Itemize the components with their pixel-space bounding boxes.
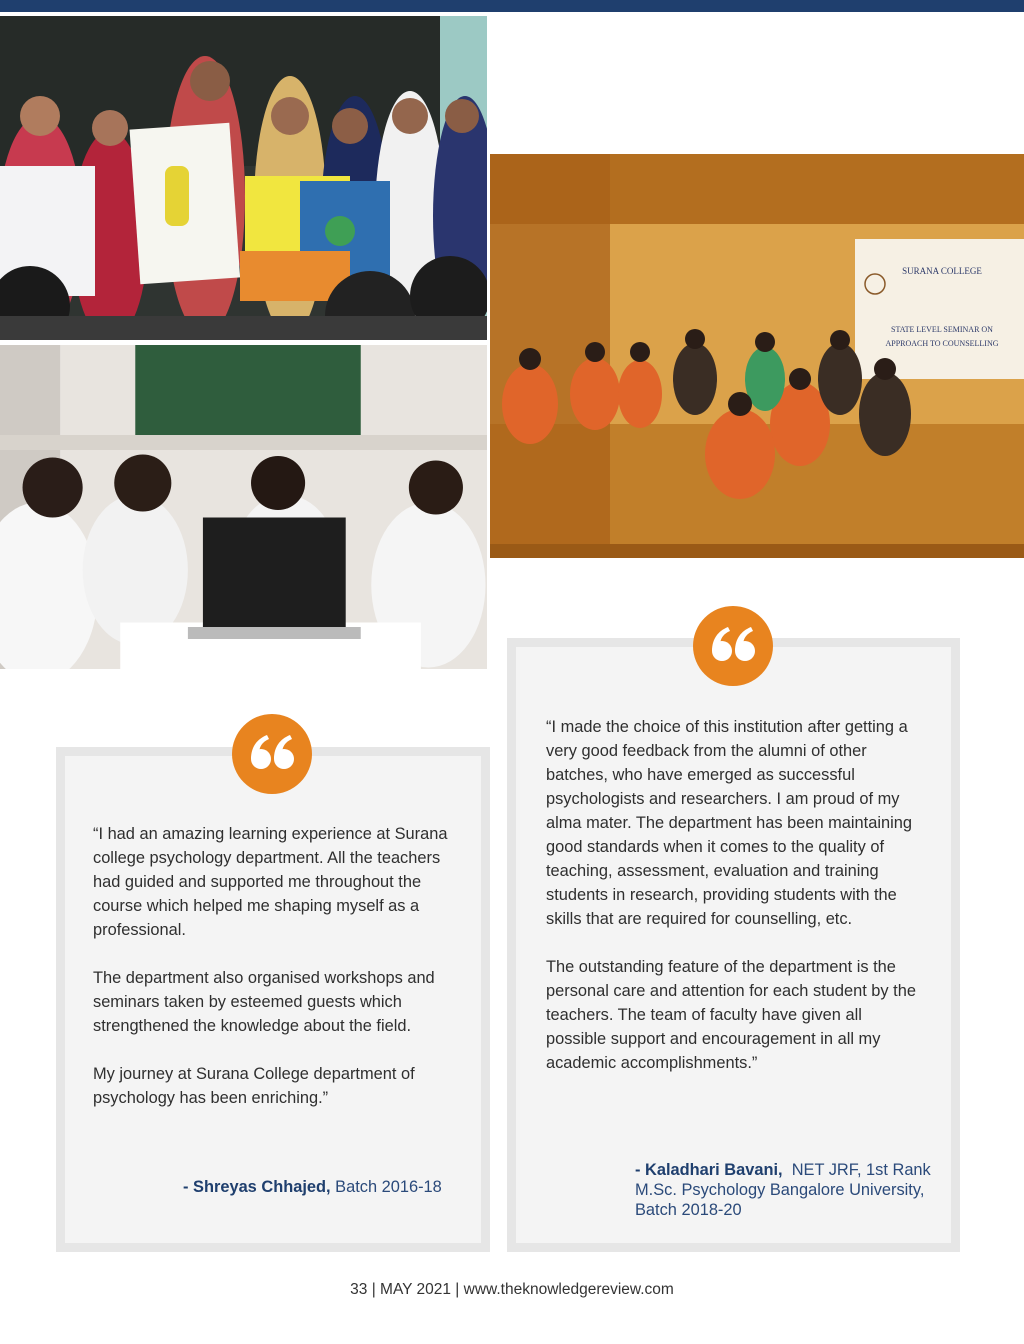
banner-line1: SURANA COLLEGE	[902, 266, 982, 276]
testimonial-attribution-left	[183, 1177, 473, 1197]
photo-students-laptop	[0, 345, 487, 669]
testimonial-attribution-right	[635, 1160, 955, 1220]
testimonial-paragraph: My journey at Surana College department of psychology has been enriching.”	[93, 1065, 415, 1107]
testimonial-text-left	[93, 822, 463, 1110]
author-details: Batch 2018-20	[635, 1201, 742, 1219]
website-link[interactable]: www.theknowledgereview.com	[463, 1281, 674, 1298]
issue-date: MAY 2021	[380, 1281, 451, 1298]
page-footer: 33 | MAY 2021 | www.theknowledgereview.com	[350, 1281, 674, 1298]
testimonial-paragraph: “I had an amazing learning experience at Surana college psychology department. All the teachers had guided and supported me throughout the course which helped me shaping myself as a professional.	[93, 825, 448, 939]
author-details: M.Sc. Psychology Bangalore University,	[635, 1181, 925, 1199]
testimonial-paragraph: The outstanding feature of the department is the personal care and attention for each student by the teachers. The team of faculty have given all possible support and encouragement in all my academic accomplishments.”	[546, 958, 916, 1072]
testimonial-text-right	[546, 715, 926, 1075]
top-bar	[0, 0, 1024, 12]
testimonial-paragraph: The department also organised workshops and seminars taken by esteemed guests which strengthened the knowledge about the field.	[93, 969, 435, 1035]
testimonial-paragraph: “I made the choice of this institution after getting a very good feedback from the alumni of other batches, who have emerged as successful psychologists and researchers. I am proud of my alma mater. The department has been maintaining good standards when it comes to the quality of teaching, assessment, evaluation and training students in research, providing students with the skills that are required for counselling, etc.	[546, 718, 912, 928]
photo-students-drawings	[0, 16, 487, 340]
author-name: - Shreyas Chhajed,	[183, 1178, 331, 1196]
banner-line3: APPROACH TO COUNSELLING	[885, 339, 999, 348]
photo-seminar-room	[490, 154, 1024, 558]
page-number: 33	[350, 1281, 368, 1298]
author-details: Batch 2016-18	[335, 1178, 442, 1196]
author-details: NET JRF, 1st Rank	[791, 1161, 931, 1179]
quote-icon	[693, 606, 773, 686]
author-name: - Kaladhari Bavani,	[635, 1161, 783, 1179]
banner-line2: STATE LEVEL SEMINAR ON	[891, 325, 993, 334]
quote-icon	[232, 714, 312, 794]
